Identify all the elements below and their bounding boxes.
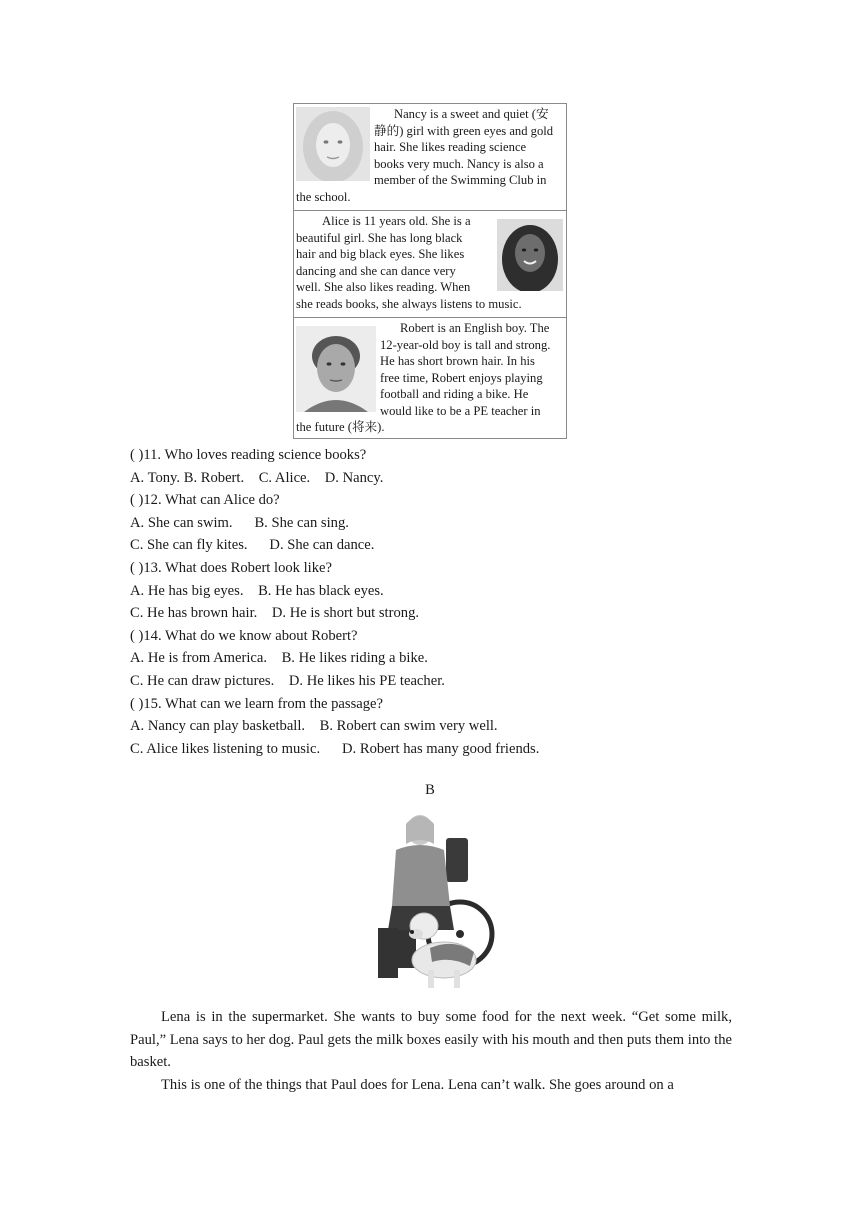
question-15: ( )15. What can we learn from the passage? bbox=[130, 695, 383, 712]
options-15: C. Alice likes listening to music. D. Robert has many good friends. bbox=[130, 740, 540, 757]
profile-line: books very much. Nancy is also a bbox=[374, 156, 544, 171]
profile-line: He has short brown hair. In his bbox=[380, 354, 535, 369]
question-14: ( )14. What do we know about Robert? bbox=[130, 627, 358, 644]
profile-line: beautiful girl. She has long black bbox=[296, 230, 463, 245]
options-11: A. Tony. B. Robert. C. Alice. D. Nancy. bbox=[130, 469, 384, 486]
profile-line: well. She also likes reading. When bbox=[296, 280, 471, 295]
profile-line: the school. bbox=[296, 190, 351, 204]
passage-paragraph: This is one of the things that Paul does for Lena. Lena can’t walk. She goes around on a bbox=[161, 1076, 674, 1093]
profile-line: Nancy is a sweet and quiet (安 bbox=[394, 107, 549, 121]
options-13: A. He has big eyes. B. He has black eyes. bbox=[130, 582, 384, 599]
profile-line: hair and big black eyes. She likes bbox=[296, 247, 465, 262]
question-12: ( )12. What can Alice do? bbox=[130, 492, 280, 509]
section-b-label: B bbox=[425, 782, 435, 798]
profile-line: Alice is 11 years old. She is a bbox=[322, 214, 471, 228]
question-11: ( )11. Who loves reading science books? bbox=[130, 447, 367, 463]
profile-nancy bbox=[294, 104, 566, 211]
alice-photo bbox=[497, 219, 563, 291]
profile-box bbox=[293, 103, 567, 439]
profile-robert bbox=[294, 318, 566, 438]
options-14: C. He can draw pictures. D. He likes his PE teacher. bbox=[130, 672, 445, 689]
passage-b bbox=[130, 1006, 732, 1096]
options-12: A. She can swim. B. She can sing. bbox=[130, 514, 349, 531]
robert-photo bbox=[296, 326, 376, 412]
profile-alice bbox=[294, 211, 566, 318]
profile-line: football and riding a bike. He bbox=[380, 387, 529, 402]
profile-line: hair. She likes reading science bbox=[374, 140, 527, 155]
profile-line: member of the Swimming Club in bbox=[374, 173, 547, 188]
options-13: C. He has brown hair. D. He is short but strong. bbox=[130, 605, 420, 622]
question-13: ( )13. What does Robert look like? bbox=[130, 559, 332, 576]
passage-paragraph: Lena is in the supermarket. She wants to buy some food for the next week. “Get some milk, Paul,” Lena says to her dog. Paul gets the milk boxes easily with his mouth and then puts them into the basket. bbox=[130, 1009, 732, 1071]
nancy-photo bbox=[296, 107, 370, 181]
options-12: C. She can fly kites. D. She can dance. bbox=[130, 537, 375, 554]
profile-line: 静的) girl with green eyes and gold bbox=[374, 123, 554, 138]
profile-line: she reads books, she always listens to music. bbox=[296, 297, 522, 311]
options-15: A. Nancy can play basketball. B. Robert can swim very well. bbox=[130, 718, 498, 735]
profile-line: free time, Robert enjoys playing bbox=[380, 370, 543, 385]
question-list bbox=[130, 444, 740, 760]
profile-line: would like to be a PE teacher in bbox=[380, 403, 541, 418]
profile-line: dancing and she can dance very bbox=[296, 263, 456, 278]
options-14: A. He is from America. B. He likes riding a bike. bbox=[130, 650, 428, 667]
profile-line: 12-year-old boy is tall and strong. bbox=[380, 337, 551, 352]
wheelchair-dog-photo bbox=[358, 810, 504, 992]
profile-line: the future (将来). bbox=[296, 420, 385, 434]
profile-line: Robert is an English boy. The bbox=[400, 321, 550, 335]
